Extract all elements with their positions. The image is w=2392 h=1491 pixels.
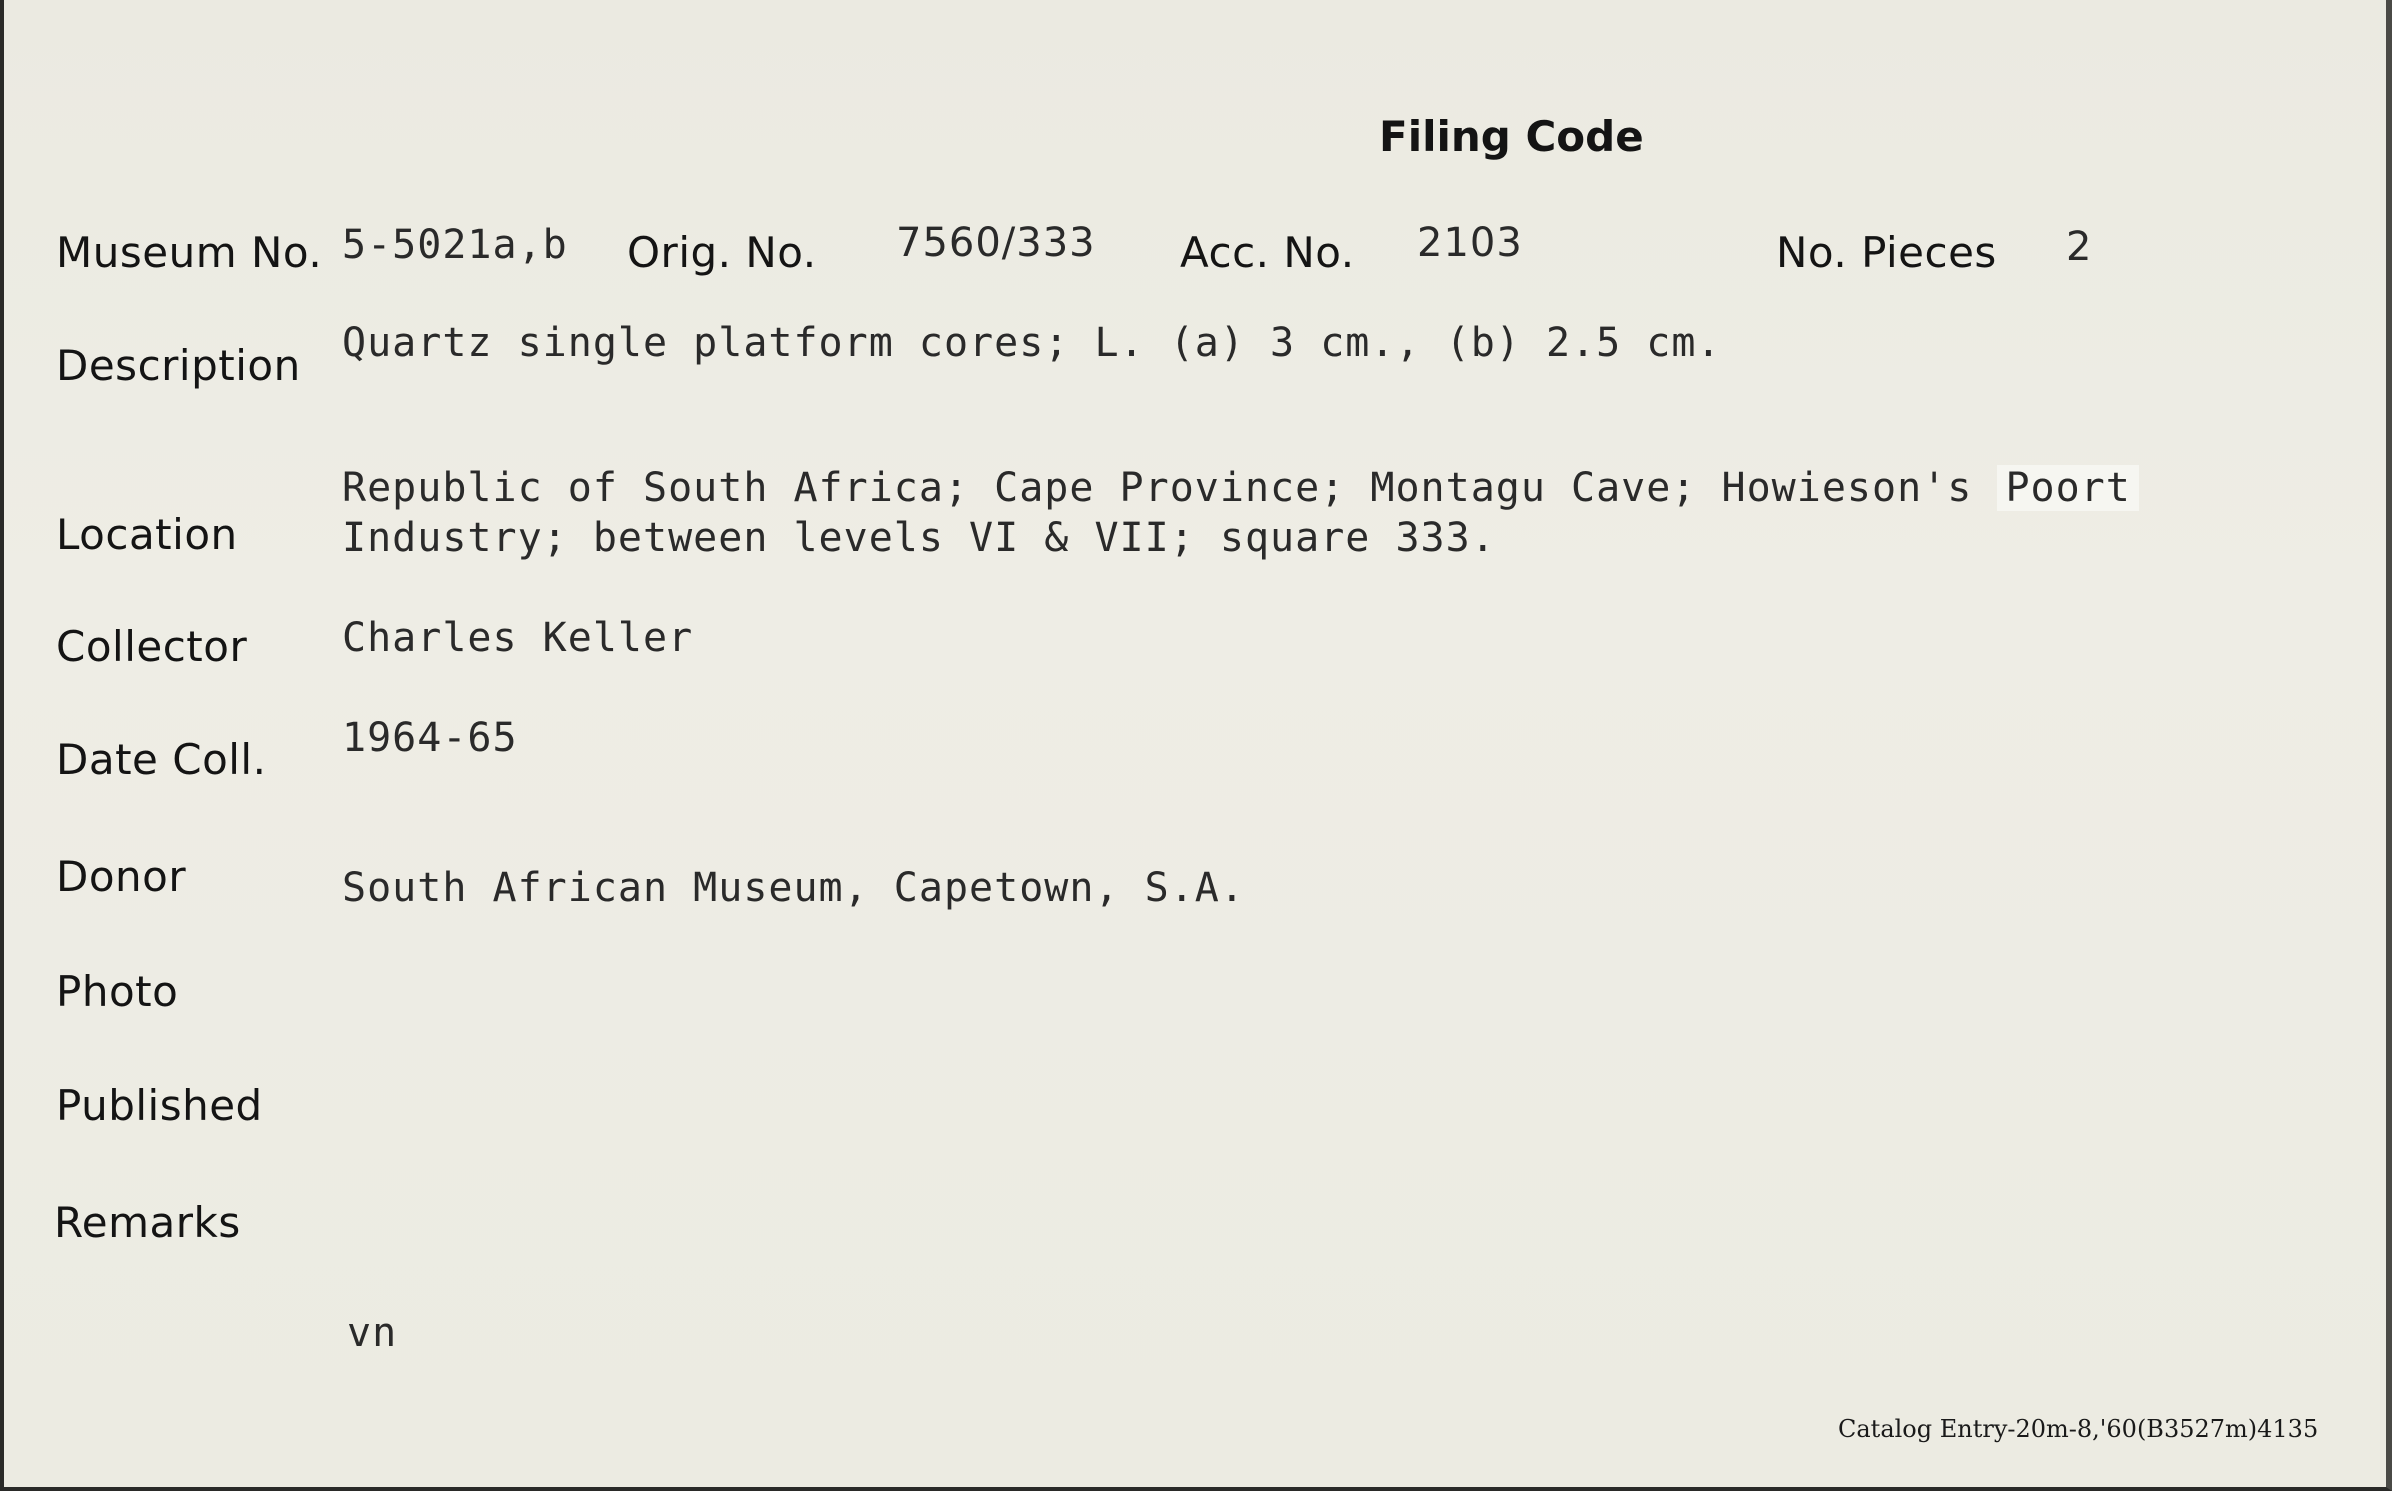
filing-code-label: Filing Code <box>1379 112 1644 161</box>
location-line-1-end: Poort <box>1997 465 2138 511</box>
museum-no-label: Museum No. <box>56 228 323 277</box>
published-label: Published <box>56 1081 263 1130</box>
date-coll-label: Date Coll. <box>56 735 267 784</box>
location-line-2: Industry; between levels VI & VII; square 333. <box>342 515 1496 561</box>
collector-value: Charles Keller <box>342 615 694 661</box>
museum-no-value: 5-5021a,b <box>342 222 568 268</box>
remarks-value: vn <box>347 1310 398 1356</box>
catalog-print-code: Catalog Entry-20m-8,'60(B3527m)4135 <box>1838 1415 2319 1443</box>
no-pieces-label: No. Pieces <box>1776 228 1997 277</box>
description-value: Quartz single platform cores; L. (a) 3 cm., (b) 2.5 cm. <box>342 320 1722 366</box>
location-line-1 <box>342 465 2139 511</box>
orig-no-value: 7560/333 <box>896 220 1096 266</box>
donor-label: Donor <box>56 852 187 901</box>
donor-value: South African Museum, Capetown, S.A. <box>342 865 1245 911</box>
no-pieces-value: 2 <box>2066 224 2093 270</box>
acc-no-value: 2103 <box>1417 220 1523 266</box>
orig-no-label: Orig. No. <box>627 228 817 277</box>
description-label: Description <box>56 341 301 390</box>
acc-no-label: Acc. No. <box>1180 228 1355 277</box>
collector-label: Collector <box>56 622 248 671</box>
location-line-1-main: Republic of South Africa; Cape Province; Montagu Cave; Howieson's <box>342 465 1973 511</box>
date-coll-value: 1964-65 <box>342 715 518 761</box>
remarks-label: Remarks <box>54 1198 241 1247</box>
photo-label: Photo <box>56 967 179 1016</box>
location-label: Location <box>56 510 238 559</box>
